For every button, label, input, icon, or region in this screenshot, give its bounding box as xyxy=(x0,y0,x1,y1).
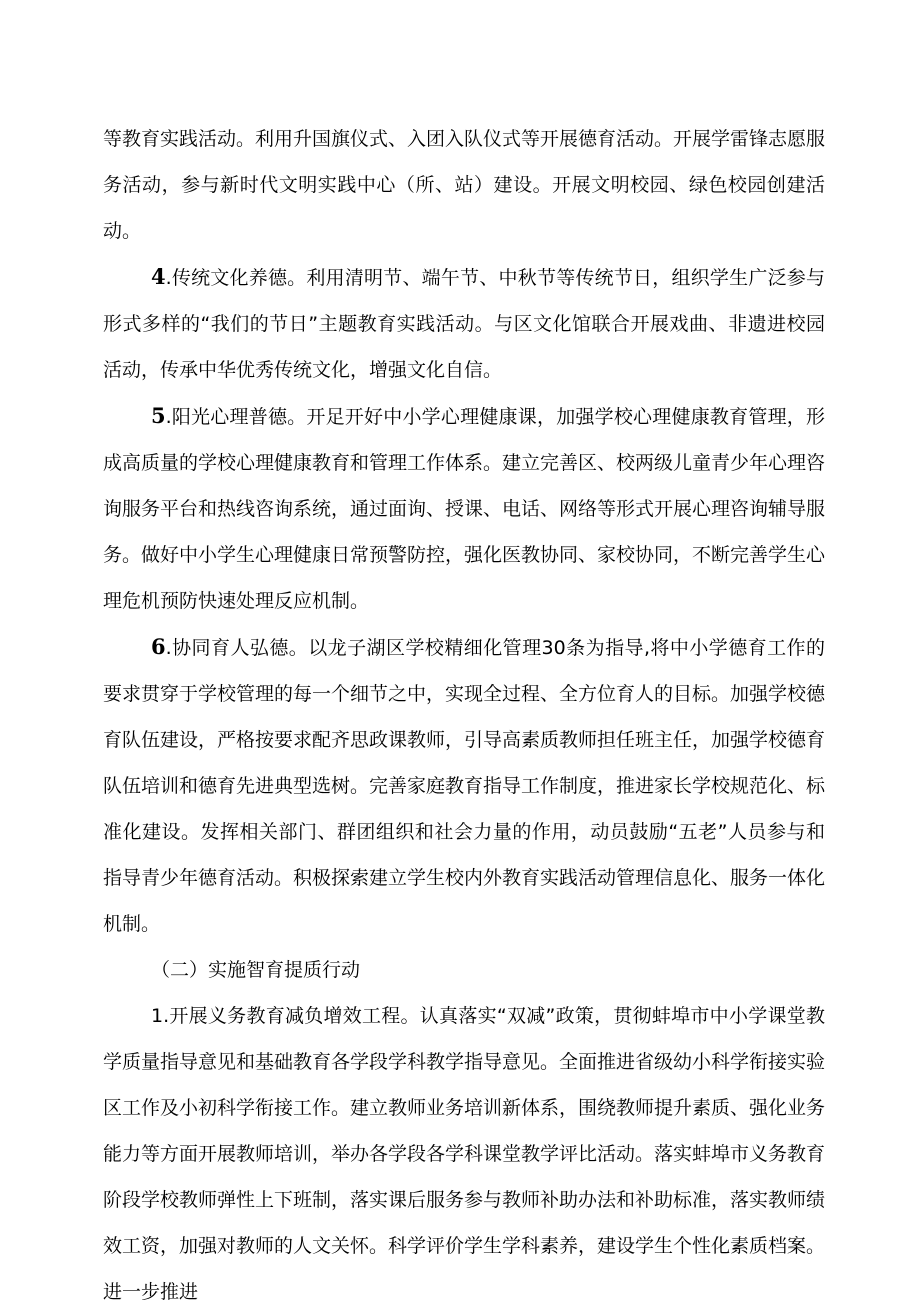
section-heading: （二）实施智育提质行动 xyxy=(151,959,361,981)
paragraph-6 xyxy=(103,624,825,947)
item-number: 4 xyxy=(151,264,166,289)
item-number: 6 xyxy=(151,634,166,659)
paragraph-4 xyxy=(103,254,825,393)
paragraph-text: .传统文化养德。利用清明节、端午节、中秋节等传统节日，组织学生广泛参与形式多样的“我们的节日”主题教育实践活动。与区文化馆联合开展戏曲、非遗进校园活动，传承中华优秀传统文化，增强文化自信。 xyxy=(103,267,825,381)
paragraph-5 xyxy=(103,393,825,624)
paragraph-text: .阳光心理普德。开足开好中小学心理健康课，加强学校心理健康教育管理，形成高质量的学校心理健康教育和管理工作体系。建立完善区、校两级儿童青少年心理咨询服务平台和热线咨询系统，通过面询、授课、电话、网络等形式开展心理咨询辅导服务。做好中小学生心理健康日常预警防控，强化医教协同、家校协同，不断完善学生心理危机预防快速处理反应机制。 xyxy=(103,406,826,612)
paragraph-text: .协同育人弘德。以龙子湖区学校精细化管理30条为指导,将中小学德育工作的要求贯穿于学校管理的每一个细节之中，实现全过程、全方位育人的目标。加强学校德育队伍建设，严格按要求配齐思政课教师，引导高素质教师担任班主任，加强学校德育队伍培训和德育先进典型选树。完善家庭教育指导工作制度，推进家长学校规范化、标准化建设。发挥相关部门、群团组织和社会力量的作用，动员鼓励“五老”人员参与和指导青少年德育活动。积极探索建立学生校内外教育实践活动管理信息化、服务一体化机制。 xyxy=(103,637,826,935)
paragraph-intro: 等教育实践活动。利用升国旗仪式、入团入队仪式等开展德育活动。开展学雷锋志愿服务活动，参与新时代文明实践中心（所、站）建设。开展文明校园、绿色校园创建活动。 xyxy=(103,128,826,242)
paragraph-education-1: 1.开展义务教育减负增效工程。认真落实“双减”政策，贯彻蚌埠市中小学课堂教学质量指导意见和基础教育各学段学科教学指导意见。全面推进省级幼小科学衔接实验区工作及小初科学衔接工作。建立教师业务培训新体系，围绕教师提升素质、强化业务能力等方面开展教师培训，举办各学段各学科课堂教学评比活动。落实蚌埠市义务教育阶段学校教师弹性上下班制，落实课后服务参与教师补助办法和补助标准，落实教师绩效工资，加强对教师的人文关怀。科学评价学生学科素养，建设学生个性化素质档案。进一步推进 xyxy=(103,1005,826,1303)
item-number: 5 xyxy=(151,403,166,428)
document-page xyxy=(103,116,825,1315)
